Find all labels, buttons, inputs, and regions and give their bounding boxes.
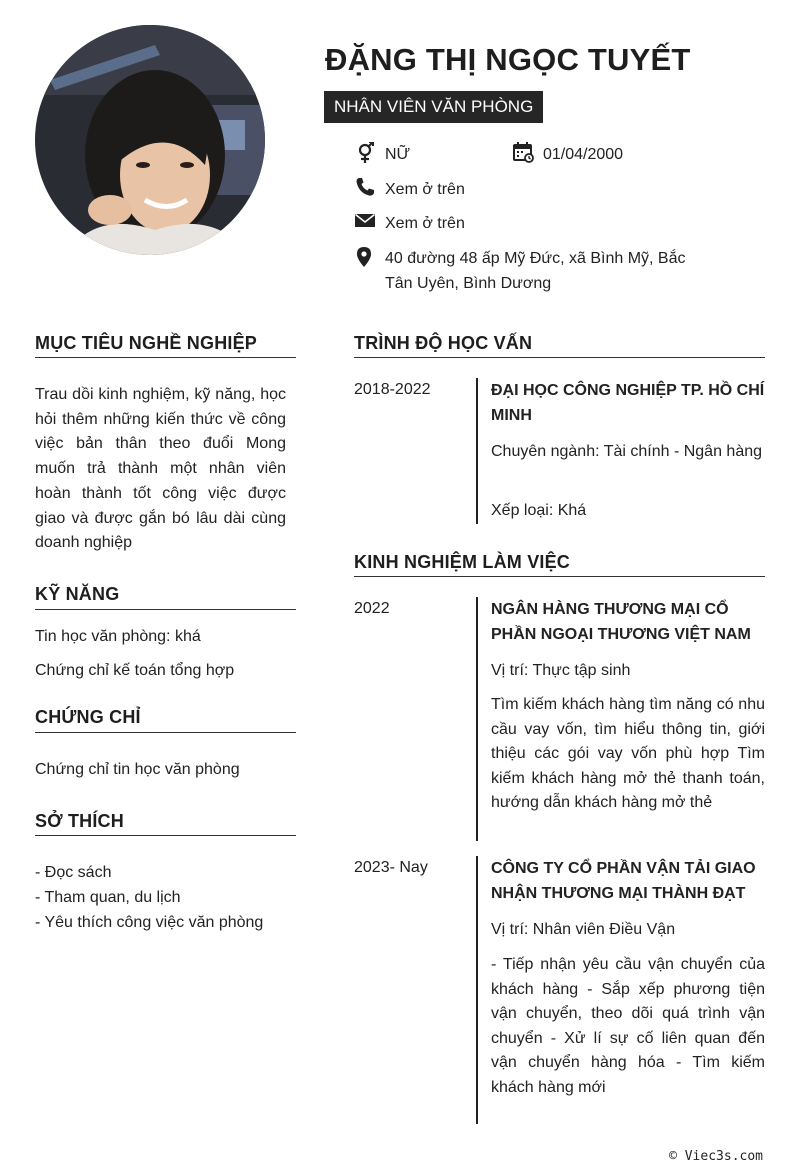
job-title-badge: NHÂN VIÊN VĂN PHÒNG: [324, 91, 543, 123]
candidate-name: ĐẶNG THỊ NGỌC TUYẾT: [325, 42, 691, 77]
education-rank: Xếp loại: Khá: [491, 502, 587, 519]
experience-description: Tìm kiếm khách hàng tìm năng có nhu cầu vay vốn, tìm hiểu thông tin, giới thiệu các gói vay vốn phù hợp Tìm kiếm khách hàng mở thẻ thanh toán, hướng dẫn khách hàng mở thẻ: [491, 696, 765, 811]
objective-text: Trau dồi kinh nghiệm, kỹ năng, học hỏi thêm những kiến thức về công việc bản thân theo đuổi Mong muốn trả thành một nhân viên hoàn thành tốt công việc được giao và được gắn bó lâu dài cùng doanh nghiệp: [35, 386, 286, 552]
company-name: CÔNG TY CỔ PHẦN VẬN TẢI GIAO NHẬN THƯƠNG MẠI THÀNH ĐẠT: [491, 860, 756, 902]
address-line-2: Tân Uyên, Bình Dương: [385, 275, 552, 292]
birthday-value: 01/04/2000: [543, 146, 624, 163]
gender-value: NỮ: [385, 146, 411, 163]
certificates-divider: [35, 732, 296, 733]
address-line-1: 40 đường 48 ấp Mỹ Đức, xã Bình Mỹ, Bắc: [385, 250, 686, 267]
envelope-icon: [355, 211, 375, 237]
certificates-heading: CHỨNG CHỈ: [35, 707, 141, 727]
skill-item: Tin học văn phòng: khá: [35, 628, 201, 645]
timeline-line: [476, 378, 478, 524]
certificate-item: Chứng chỉ tin học văn phòng: [35, 761, 240, 778]
education-heading: TRÌNH ĐỘ HỌC VẤN: [354, 333, 533, 353]
objective-divider: [35, 357, 296, 358]
location-pin-icon: [355, 246, 373, 276]
experience-role: Vị trí: Nhân viên Điều Vận: [491, 921, 676, 938]
experience-divider: [354, 576, 765, 577]
phone-value: Xem ở trên: [385, 181, 465, 198]
experience-period: 2023- Nay: [354, 859, 428, 876]
school-name: ĐẠI HỌC CÔNG NGHIỆP TP. HỒ CHÍ MINH: [491, 382, 765, 424]
company-name: NGÂN HÀNG THƯƠNG MẠI CỔ PHẦN NGOẠI THƯƠNG VIỆT NAM: [491, 601, 751, 643]
education-period: 2018-2022: [354, 381, 431, 398]
objective-heading: MỤC TIÊU NGHỀ NGHIỆP: [35, 333, 258, 353]
experience-role: Vị trí: Thực tập sinh: [491, 662, 631, 679]
phone-icon: [355, 177, 375, 205]
experience-heading: KINH NGHIỆM LÀM VIỆC: [354, 552, 571, 572]
gender-icon: [355, 142, 375, 172]
calendar-icon: [513, 142, 534, 171]
hobby-item: - Tham quan, du lịch: [35, 889, 181, 906]
hobbies-heading: SỞ THÍCH: [35, 811, 124, 831]
experience-period: 2022: [354, 600, 390, 617]
hobby-item: - Yêu thích công việc văn phòng: [35, 914, 264, 931]
email-value: Xem ở trên: [385, 215, 465, 232]
education-divider: [354, 357, 765, 358]
hobby-item: - Đọc sách: [35, 864, 112, 881]
hobbies-divider: [35, 835, 296, 836]
skill-item: Chứng chỉ kế toán tổng hợp: [35, 662, 235, 679]
profile-photo: [35, 25, 265, 255]
experience-description: - Tiếp nhận yêu cầu vận chuyển của khách hàng - Sắp xếp phương tiện vận chuyển, theo dõi quá trình vận chuyển - Xử lí sự cố liên quan đến vận chuyển hàng hóa - Tìm kiếm khách hàng mới: [491, 956, 765, 1096]
skills-heading: KỸ NĂNG: [35, 584, 120, 604]
education-major: Chuyên ngành: Tài chính - Ngân hàng: [491, 443, 763, 460]
skills-divider: [35, 609, 296, 610]
timeline-line: [476, 856, 478, 1124]
footer-watermark: © Viec3s.com: [669, 1149, 763, 1164]
timeline-line: [476, 597, 478, 841]
